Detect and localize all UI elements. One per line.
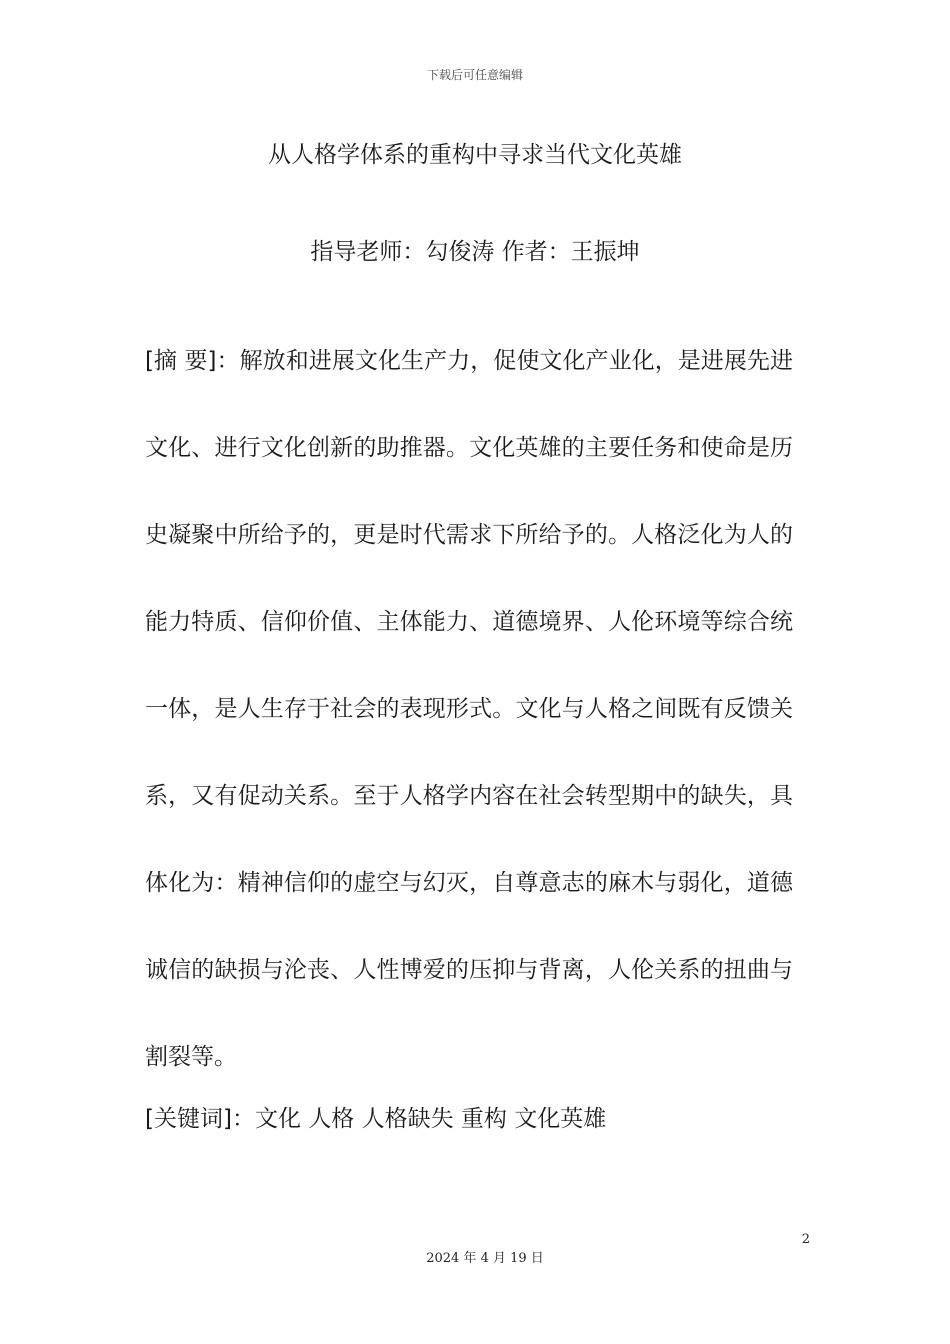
- footer-date: 2024 年 4 月 19 日: [426, 1251, 544, 1266]
- page-number: 2: [801, 1232, 810, 1247]
- document-title: 从人格学体系的重构中寻求当代文化英雄: [268, 142, 682, 168]
- header-note: 下载后可任意编辑: [426, 68, 523, 82]
- abstract-paragraph: [摘 要]：解放和进展文化生产力，促使文化产业化，是进展先进文化、进行文化创新的助推器。文化英雄的主要任务和使命是历史凝聚中所给予的，更是时代需求下所给予的。人格泛化为人的能力特质、信仰价值、主体能力、道德境界、人伦环境等综合统一体，是人生存于社会的表现形式。文化与人格之间既有反馈关系，又有促动关系。至于人格学内容在社会转型期中的缺失，具体化为：精神信仰的虚空与幻灭，自尊意志的麻木与弱化，道德诚信的缺损与沦丧、人性博爱的压抑与背离，人伦关系的扭曲与割裂等。: [145, 348, 793, 1070]
- author-byline: 指导老师：勾俊涛 作者：王振坤: [310, 239, 640, 265]
- keywords-line: [关键词]：文化 人格 人格缺失 重构 文化英雄: [145, 1106, 607, 1132]
